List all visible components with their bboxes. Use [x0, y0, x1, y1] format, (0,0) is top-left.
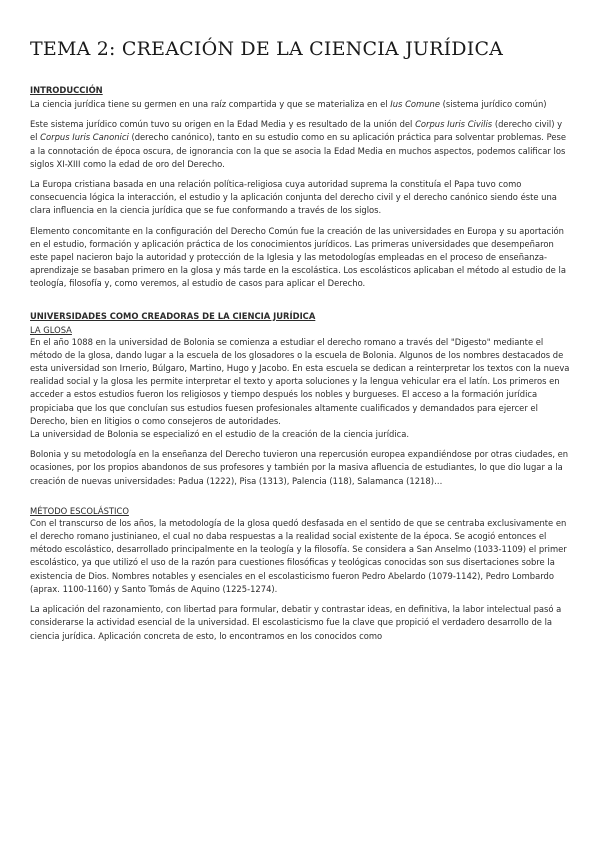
paragraph-intro-3: La Europa cristiana basada en una relación política-religiosa cuya autoridad suprema la constituía el Papa tuvo como consecuencia lógica la interacción, el estudio y la aplicación conjunta del derecho civil y el derecho canónico siendo éste una clara influencia en la ciencia jurídica que se fue conformando a través de los siglos. — [30, 179, 557, 216]
paragraph-glosa-2: La universidad de Bolonia se especializó en el estudio de la creación de la ciencia jurídica. — [30, 429, 410, 440]
paragraph-intro-2: Este sistema jurídico común tuvo su origen en la Edad Media y es resultado de la unión del Corpus Iuris Civilis (derecho civil) y el Corpus Iuris Canonici (derecho canónico), tanto en su estudio como en su aplicación práctica para solventar problemas. Pese a la connotación de época oscura, de ignorancia con la que se asocia la Edad Media en muchos aspectos, podemos calificar los siglos XI-XIII como la edad de oro del Derecho. — [30, 119, 567, 169]
paragraph-metodo-1: Con el transcurso de los años, la metodología de la glosa quedó desfasada en el sentido de que se centraba exclusivamente en el derecho romano justinianeo, el cual no daba respuestas a la realidad social existente de la época. Se acogió entonces el método escolástico, desarrollado principalmente en la teología y la filosofía. Se considera a San Anselmo (1033-1109) el primer escolástico, ya que utilizó el uso de la razón para cuestiones filosóficas y teológicas conocidas son sus disertaciones sobre la existencia de Dios. Nombres notables y esenciales en el escolasticismo fueron Pedro Abelardo (1079-1142), Pedro Lombardo (aprax. 1100-1160) y Santo Tomás de Aquino (1225-1274). — [30, 517, 567, 594]
subheading-la-glosa: LA GLOSA — [30, 324, 72, 335]
document-body — [30, 84, 572, 650]
page-title: TEMA 2: CREACIÓN DE LA CIENCIA JURÍDICA — [30, 38, 504, 60]
section-heading-universidades: UNIVERSIDADES COMO CREADORAS DE LA CIENCIA JURÍDICA — [30, 310, 316, 321]
section-heading-introduccion: INTRODUCCIÓN — [30, 85, 103, 95]
subheading-metodo-escolastico: MÉTODO ESCOLÁSTICO — [30, 505, 129, 516]
paragraph-metodo-2: La aplicación del razonamiento, con libertad para formular, debatir y contrastar ideas, en definitiva, la labor intelectual pasó a considerarse la actividad esencial de la universidad. El escolasticismo fue la clave que propició el verdadero desarrollo de la ciencia jurídica. Aplicación concreta de esto, lo encontramos en los conocidos como — [30, 604, 562, 641]
paragraph-glosa-1: En el año 1088 en la universidad de Bolonia se comienza a estudiar el derecho romano a través del "Digesto" mediante el método de la glosa, dando lugar a la escuela de los glosadores o la escuela de Bolonia. Algunos de los nombres destacados de esta universidad son Irnerio, Búlgaro, Martino, Hugo y Jacobo. En esta escuela se dedican a reinterpretar los textos con la nueva realidad social y la glosa les permite interpretar el texto y aporta soluciones y la lengua vehicular era el latín. Los primeros en acceder a estos estudios fueron los religiosos y tiempo después los nobles y burgueses. El acceso a la formación jurídica propiciaba que los que concluían sus estudios fuesen profesionales altamente cualificados y demandados para ejercer el Derecho, bien en litigios o como consejeros de autoridades. — [30, 336, 570, 426]
paragraph-intro-1: La ciencia jurídica tiene su germen en una raíz compartida y que se materializa en el Ius Comune (sistema jurídico común) — [30, 99, 547, 109]
paragraph-intro-4: Elemento concomitante en la configuración del Derecho Común fue la creación de las universidades en Europa y su aportación en el estudio, formación y aplicación práctica de los conocimientos jurídicos. Las primeras universidades que desempeñaron este papel nacieron bajo la autoridad y protección de la Iglesia y las metodologías empleadas en el proceso de enseñanza-aprendizaje se basaban primero en la glosa y más tarde en la escolástica. Los escolásticos aplicaban el método al estudio de la teología, filosofía y, como veremos, al estudio de casos para aplicar el Derecho. — [30, 225, 566, 289]
paragraph-glosa-3: Bolonia y su metodología en la enseñanza del Derecho tuvieron una repercusión europea expandiéndose por otras ciudades, en ocasiones, por los propios abandonos de sus profesores y también por la masiva afluencia de estudiantes, lo que dio lugar a la creación de nuevas universidades: Padua (1222), Pisa (1313), Palencia (118), Salamanca (1218)… — [30, 449, 569, 486]
